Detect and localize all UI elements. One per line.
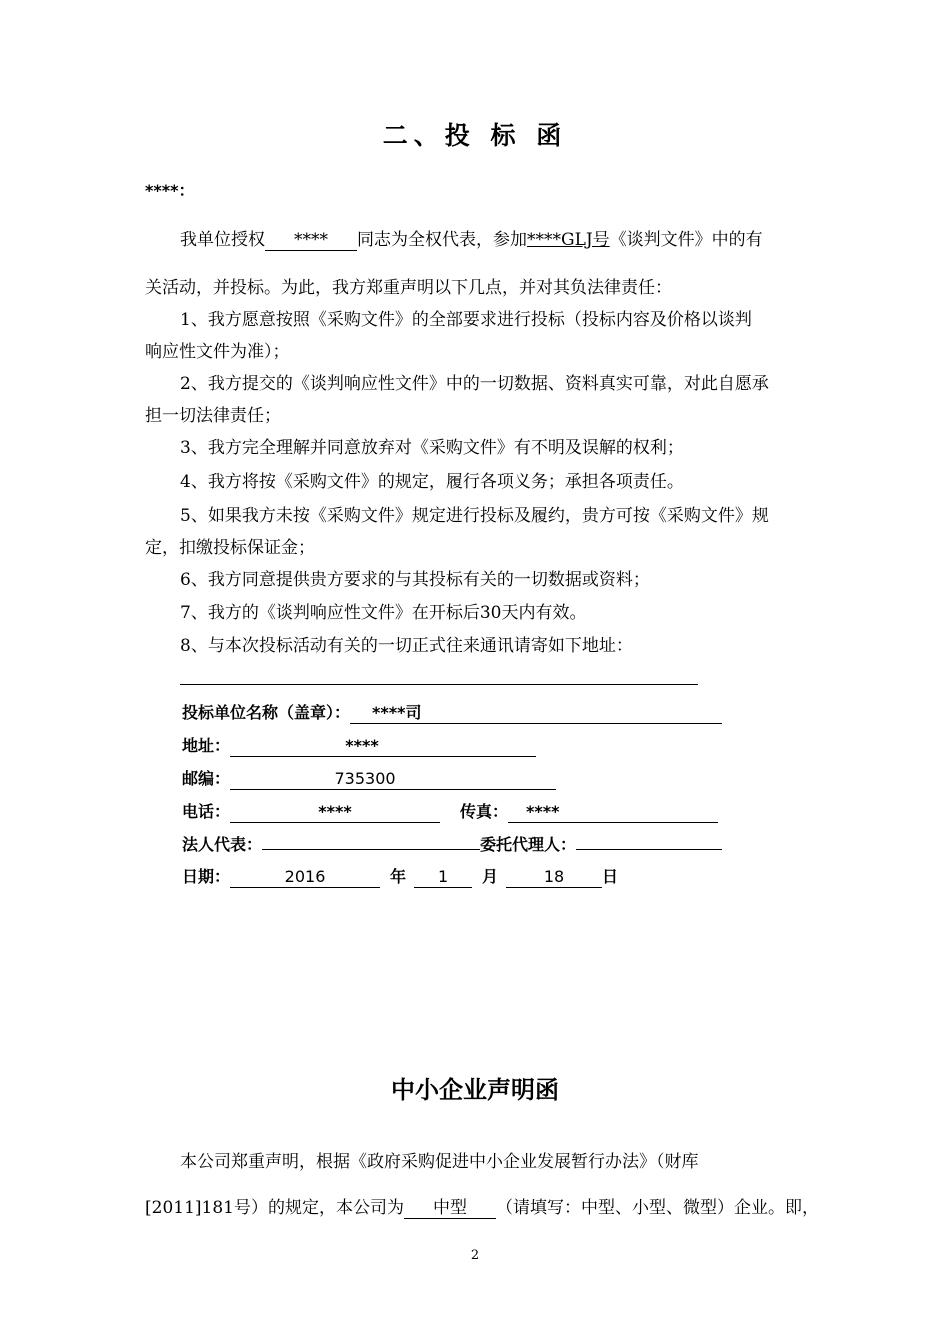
phone-label: 电话： [182, 802, 231, 821]
fax-label: 传真： [460, 802, 509, 821]
unit-value: ****司 [372, 703, 422, 722]
recipient: ****： [145, 181, 195, 200]
clause-6: 6、我方同意提供贵方要求的与其投标有关的一切数据或资料； [180, 570, 650, 590]
sme-text: （请填写：中型、小型、微型）企业。即， [495, 1198, 819, 1218]
agent-label: 委托代理人： [480, 835, 577, 854]
sme-line-2 [145, 1196, 819, 1220]
date-label: 日期： [182, 867, 231, 886]
address-row [182, 733, 536, 757]
legal-label: 法人代表： [182, 835, 263, 854]
clause-4: 4、我方将按《采购文件》的规定，履行各项义务；承担各项责任。 [180, 472, 684, 492]
authorized-person-field[interactable]: **** [265, 230, 357, 251]
clause-7: 7、我方的《谈判响应性文件》在开标后30天内有效。 [180, 603, 587, 623]
address-label: 地址： [182, 736, 231, 755]
postcode-label: 邮编： [182, 769, 231, 788]
letter-title: 二、投 标 函 [382, 121, 568, 150]
phone-fax-row [182, 799, 718, 823]
clause-1: 1、我方愿意按照《采购文件》的全部要求进行投标（投标内容及价格以谈判 [180, 310, 752, 330]
agent-field[interactable] [576, 849, 722, 850]
address-blank-line[interactable] [180, 684, 698, 685]
phone-field[interactable]: **** [230, 802, 440, 823]
clause-3: 3、我方完全理解并同意放弃对《采购文件》有不明及误解的权利； [180, 438, 684, 458]
unit-field[interactable] [350, 703, 722, 724]
postcode-row [182, 766, 556, 790]
year-field[interactable]: 2016 [230, 867, 380, 888]
sme-line-1: 本公司郑重声明，根据《政府采购促进中小企业发展暂行办法》（财库 [180, 1152, 699, 1172]
sme-text: [2011]181号）的规定，本公司为 [145, 1198, 404, 1218]
year-label: 年 [390, 867, 407, 886]
unit-row [182, 700, 722, 724]
legal-agent-row [182, 832, 722, 855]
postcode-field[interactable] [230, 769, 556, 790]
clause-5: 5、如果我方未按《采购文件》规定进行投标及履约，贵方可按《采购文件》规 [180, 506, 769, 526]
clause-1-cont: 响应性文件为准）； [145, 342, 290, 362]
intro-text: 《谈判文件》中的有 [609, 230, 763, 250]
day-label: 日 [602, 867, 619, 886]
unit-label: 投标单位名称（盖章）： [182, 703, 351, 722]
intro-line-1 [180, 228, 763, 252]
legal-field[interactable] [262, 849, 480, 850]
intro-text: 我单位授权 [180, 230, 265, 250]
postcode-value: 735300 [334, 769, 396, 788]
project-number: ****GLJ号 [527, 230, 610, 250]
intro-line-2: 关活动，并投标。为此，我方郑重声明以下几点，并对其负法律责任： [145, 278, 672, 298]
clause-2-cont: 担一切法律责任； [145, 406, 281, 426]
sme-title: 中小企业声明函 [391, 1076, 559, 1104]
clause-8: 8、与本次投标活动有关的一切正式往来通讯请寄如下地址： [180, 636, 633, 656]
date-row [182, 864, 618, 888]
day-field[interactable]: 18 [506, 867, 602, 888]
intro-text: 同志为全权代表，参加 [357, 230, 527, 250]
clause-2: 2、我方提交的《谈判响应性文件》中的一切数据、资料真实可靠，对此自愿承 [180, 374, 769, 394]
clause-5-cont: 定，扣缴投标保证金； [145, 538, 315, 558]
address-value: **** [345, 736, 379, 755]
enterprise-size-field[interactable]: 中型 [404, 1198, 496, 1219]
fax-field[interactable] [508, 802, 718, 823]
month-label: 月 [482, 867, 499, 886]
month-field[interactable]: 1 [414, 867, 472, 888]
address-field[interactable] [230, 736, 536, 757]
page-number: 2 [470, 1248, 480, 1263]
fax-value: **** [526, 802, 560, 821]
